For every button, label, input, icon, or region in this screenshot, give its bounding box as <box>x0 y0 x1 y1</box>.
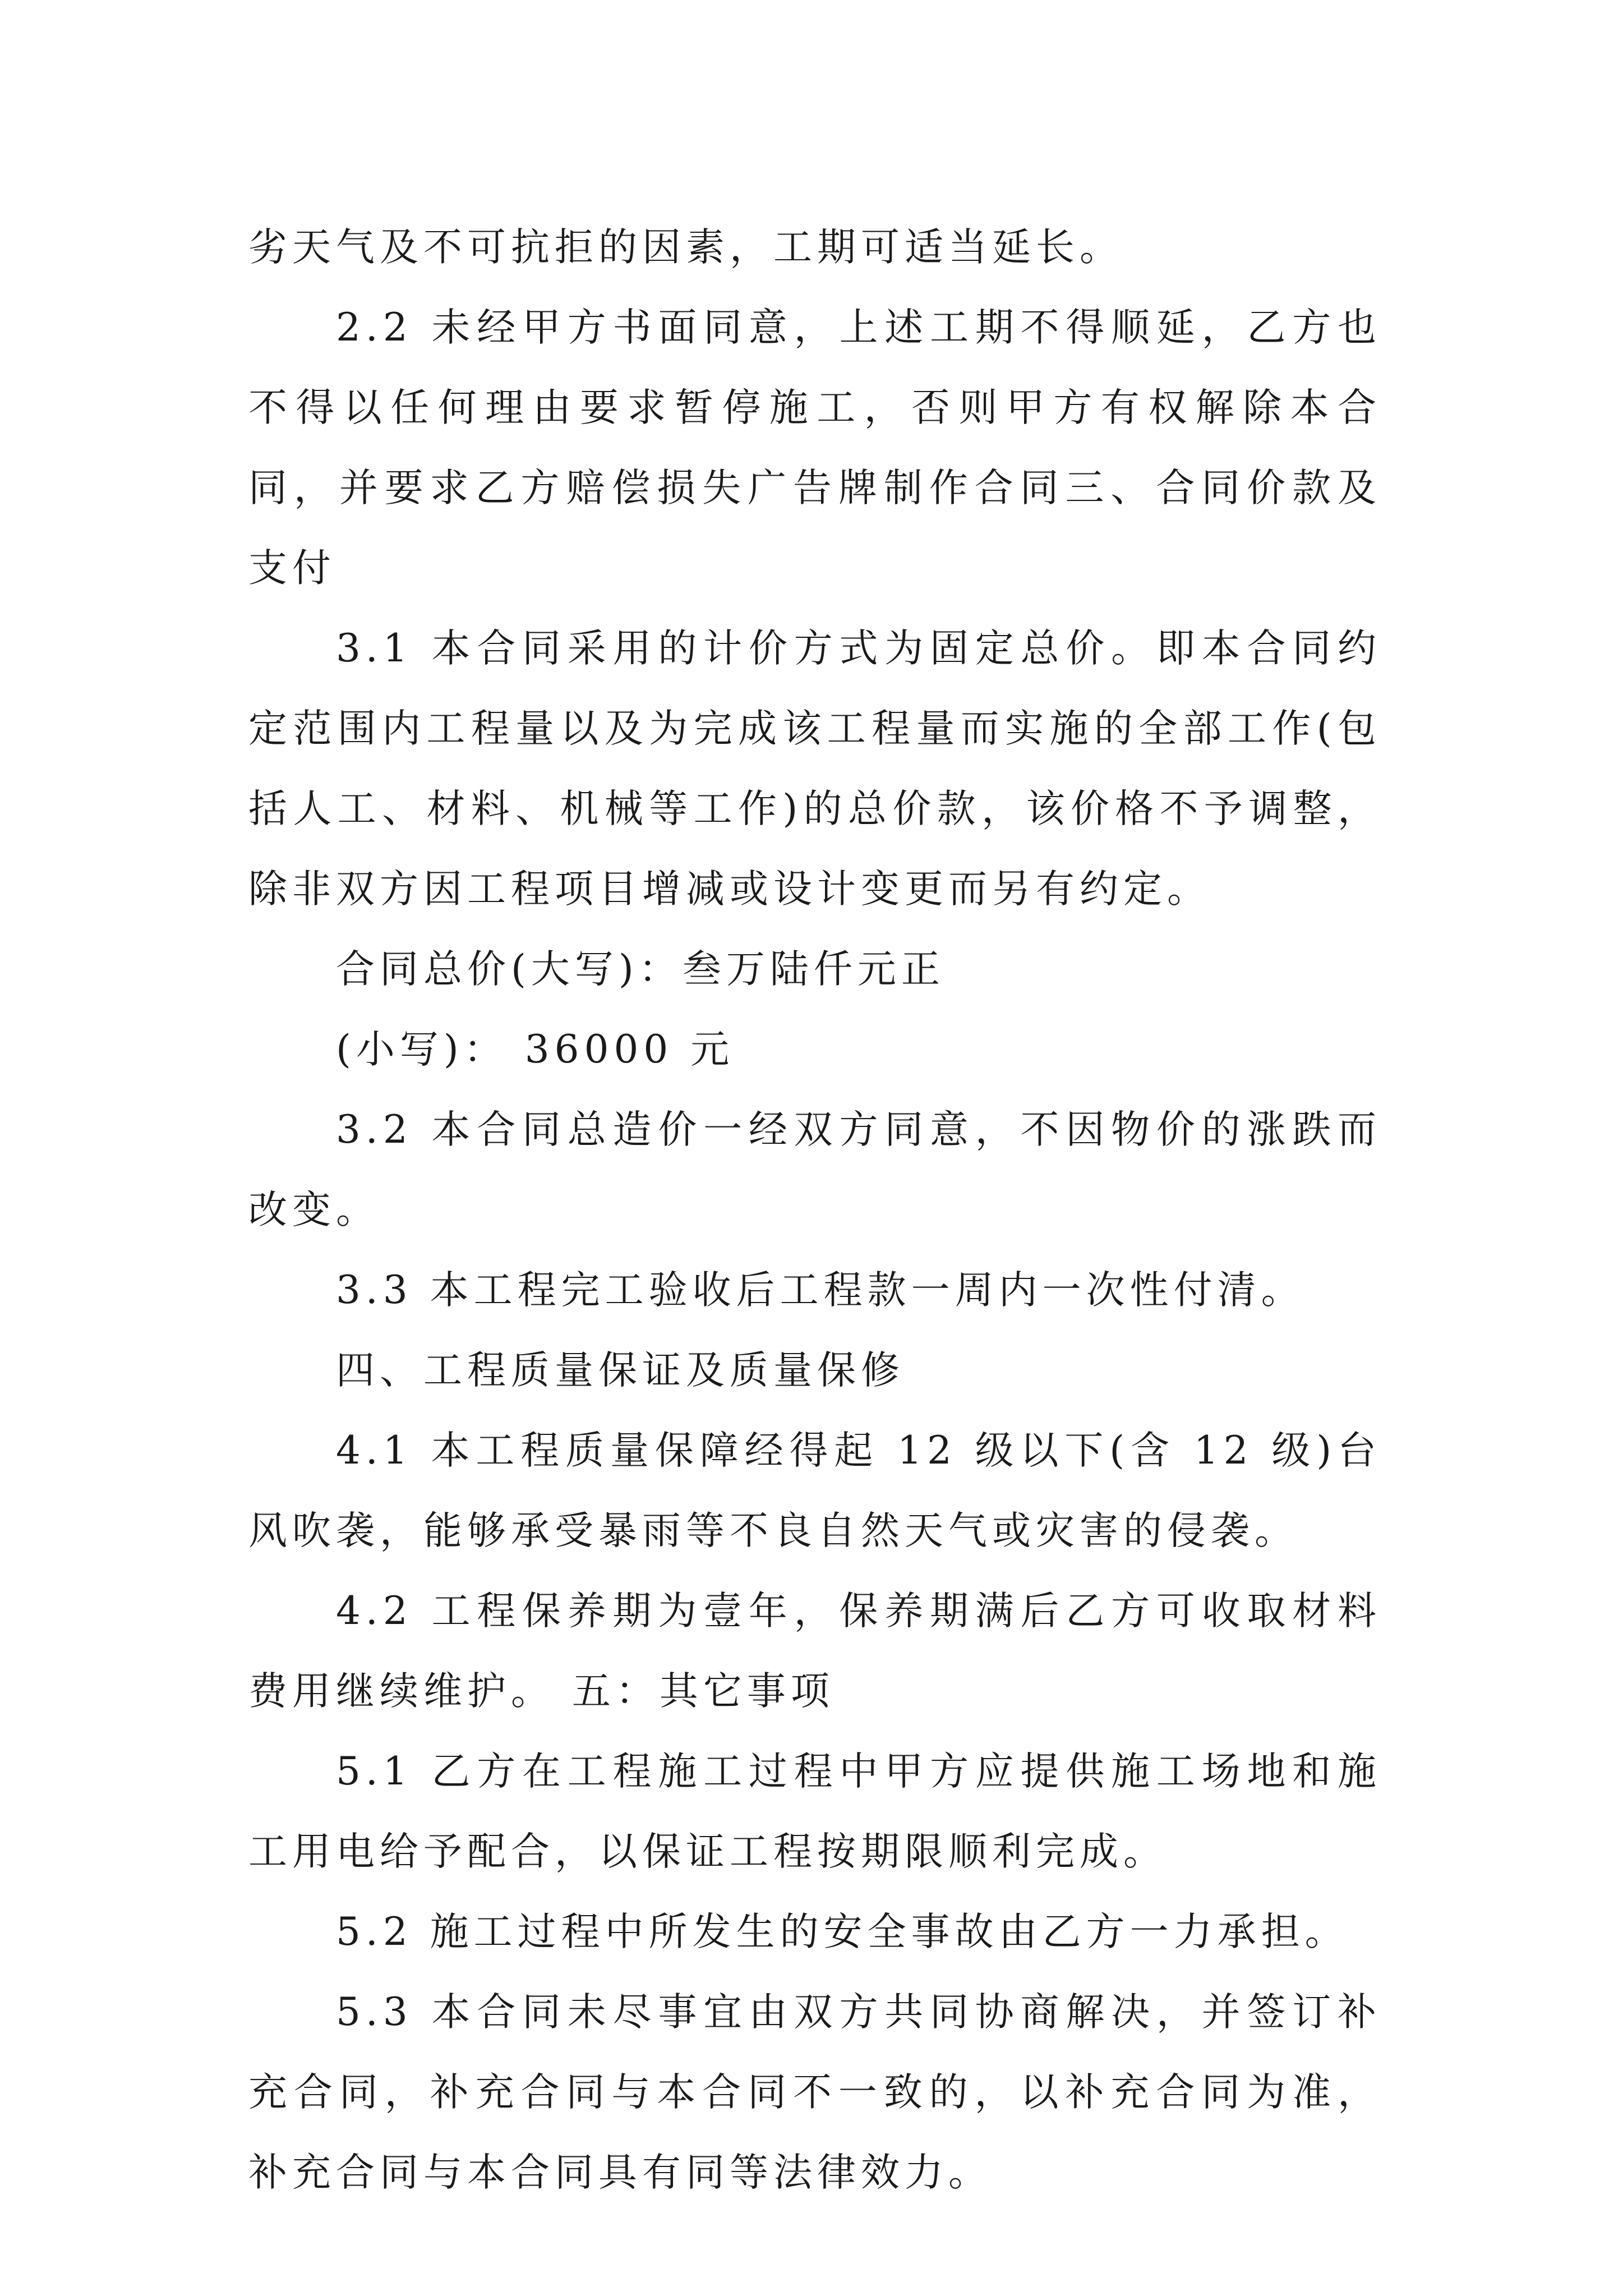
paragraph-total-price-uppercase: 合同总价(大写)：叁万陆仟元正 <box>336 947 945 992</box>
paragraph-2-2: 2.2 未经甲方书面同意，上述工期不得顺延，乙方也不得以任何理由要求暂停施工，否则甲方有权解除本合同，并要求乙方赔偿损失广告牌制作合同三、合同价款及支付 <box>248 305 1381 591</box>
paragraph-weather-extension: 劣天气及不可抗拒的因素，工期可适当延长。 <box>248 225 1123 270</box>
document-body <box>248 208 1381 2213</box>
section-heading-quality: 四、工程质量保证及质量保修 <box>336 1348 905 1393</box>
paragraph-3-1: 3.1 本合同采用的计价方式为固定总价。即本合同约定范围内工程量以及为完成该工程量而实施的全部工作(包括人工、材料、机械等工作)的总价款，该价格不予调整，除非双方因工程项目增减或设计变更而另有约定。 <box>248 626 1381 912</box>
paragraph-total-price-lowercase: (小写)： 36000 元 <box>336 1027 735 1072</box>
paragraph-4-2: 4.2 工程保养期为壹年，保养期满后乙方可收取材料费用继续维护。 五：其它事项 <box>248 1589 1381 1714</box>
paragraph-4-1: 4.1 本工程质量保障经得起 12 级以下(含 12 级)台风吹袭，能够承受暴雨等不良自然天气或灾害的侵袭。 <box>248 1428 1381 1553</box>
paragraph-3-2: 3.2 本合同总造价一经双方同意，不因物价的涨跌而改变。 <box>248 1107 1381 1232</box>
paragraph-3-3: 3.3 本工程完工验收后工程款一周内一次性付清。 <box>336 1268 1305 1313</box>
paragraph-5-1: 5.1 乙方在工程施工过程中甲方应提供施工场地和施工用电给予配合，以保证工程按期限顺利完成。 <box>248 1749 1381 1874</box>
paragraph-5-3: 5.3 本合同未尽事宜由双方共同协商解决，并签订补充合同，补充合同与本合同不一致的，以补充合同为准，补充合同与本合同具有同等法律效力。 <box>248 1990 1381 2195</box>
paragraph-5-2: 5.2 施工过程中所发生的安全事故由乙方一力承担。 <box>336 1910 1349 1954</box>
